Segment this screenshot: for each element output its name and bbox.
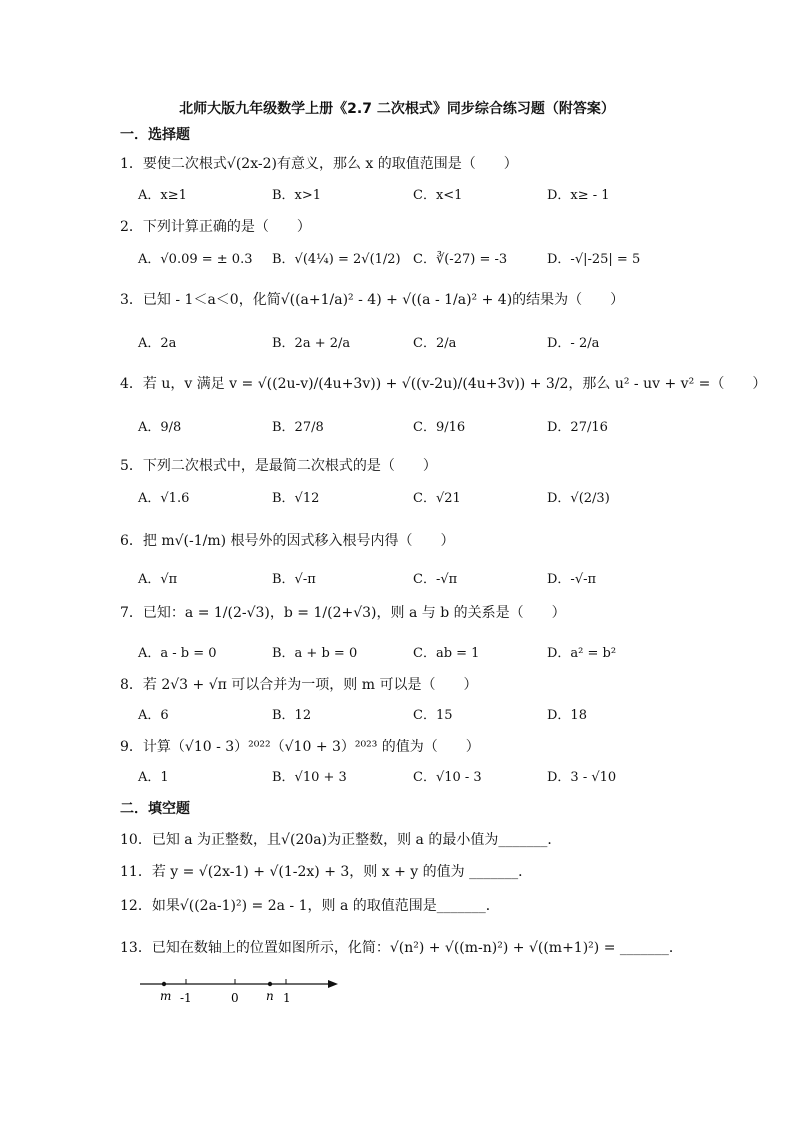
label-n: n xyxy=(266,989,274,1003)
question-6-stem: 6．把 m√(-1/m) 根号外的因式移入根号内得（ ） xyxy=(120,533,455,549)
q1-option-b: B．x>1 xyxy=(272,188,322,203)
section-fill: 二．填空题 xyxy=(120,801,190,817)
q8-option-d: D．18 xyxy=(547,708,587,723)
q3-option-b: B．2a + 2/a xyxy=(272,336,351,351)
q2-option-c: C．∛(-27) = -3 xyxy=(413,252,508,267)
question-8-stem: 8．若 2√3 + √π 可以合并为一项，则 m 可以是（ ） xyxy=(120,677,478,693)
label-minus-1: -1 xyxy=(180,991,192,1005)
q9-option-c: C．√10 - 3 xyxy=(413,770,482,785)
q6-option-a: A．√π xyxy=(138,572,178,587)
q4-option-c: C．9/16 xyxy=(413,420,466,435)
q1-option-a: A．x≥1 xyxy=(138,188,187,203)
q8-option-b: B．12 xyxy=(272,708,312,723)
q6-option-c: C．-√π xyxy=(413,572,458,587)
question-12-stem: 12．如果√((2a-1)²) = 2a - 1，则 a 的取值范围是_______． xyxy=(120,898,500,914)
question-9-stem: 9．计算（√10 - 3）²⁰²²（√10 + 3）²⁰²³ 的值为（ ） xyxy=(120,739,480,755)
page-title: 北师大版九年级数学上册《2.7 二次根式》同步综合练习题（附答案） xyxy=(179,101,615,117)
number-line-arrow-icon xyxy=(328,980,338,988)
section-choice: 一．选择题 xyxy=(120,127,190,143)
q2-option-b: B．√(4¼) = 2√(1/2) xyxy=(272,252,401,267)
q5-option-b: B．√12 xyxy=(272,491,320,506)
question-7-stem: 7．已知：a = 1/(2-√3)，b = 1/(2+√3)，则 a 与 b 的关系是（ ） xyxy=(120,605,566,621)
q9-option-a: A．1 xyxy=(138,770,169,785)
q7-option-c: C．ab = 1 xyxy=(413,646,480,661)
q7-option-a: A．a - b = 0 xyxy=(138,646,217,661)
q4-option-b: B．27/8 xyxy=(272,420,324,435)
point-n xyxy=(268,982,272,986)
question-4-stem: 4．若 u，v 满足 v = √((2u-v)/(4u+3v)) + √((v-2u)/(4u+3v)) + 3/2，那么 u² - uv + v² =（ ） xyxy=(120,376,767,392)
question-11-stem: 11．若 y = √(2x-1) + √(1-2x) + 3，则 x + y 的值为 _______． xyxy=(120,864,533,880)
q3-option-d: D．- 2/a xyxy=(547,336,600,351)
q1-option-c: C．x<1 xyxy=(413,188,463,203)
q9-option-b: B．√10 + 3 xyxy=(272,770,347,785)
label-m: m xyxy=(160,989,172,1003)
q6-option-d: D．-√-π xyxy=(547,572,597,587)
q8-option-c: C．15 xyxy=(413,708,453,723)
question-5-stem: 5．下列二次根式中，是最简二次根式的是（ ） xyxy=(120,458,437,474)
label-1: 1 xyxy=(283,991,291,1005)
q2-option-d: D．-√|-25| = 5 xyxy=(547,252,641,267)
q5-option-a: A．√1.6 xyxy=(138,491,190,506)
question-13-stem: 13．已知在数轴上的位置如图所示，化简：√(n²) + √((m-n)²) + √((m+1)²) = _______． xyxy=(120,940,683,956)
q8-option-a: A．6 xyxy=(138,708,169,723)
q3-option-a: A．2a xyxy=(138,336,177,351)
label-0: 0 xyxy=(231,991,239,1005)
point-m xyxy=(162,982,166,986)
q6-option-b: B．√-π xyxy=(272,572,316,587)
question-2-stem: 2．下列计算正确的是（ ） xyxy=(120,219,311,235)
q2-option-a: A．√0.09 = ± 0.3 xyxy=(138,252,253,267)
question-3-stem: 3．已知 - 1＜a＜0，化简√((a+1/a)² - 4) + √((a - 1/a)² + 4)的结果为（ ） xyxy=(120,292,625,308)
q7-option-b: B．a + b = 0 xyxy=(272,646,358,661)
q4-option-d: D．27/16 xyxy=(547,420,608,435)
q7-option-d: D．a² = b² xyxy=(547,646,617,661)
q5-option-d: D．√(2/3) xyxy=(547,491,610,506)
q9-option-d: D．3 - √10 xyxy=(547,770,617,785)
question-1-stem: 1．要使二次根式√(2x-2)有意义，那么 x 的取值范围是（ ） xyxy=(120,156,518,172)
number-line-figure xyxy=(140,972,350,1008)
question-10-stem: 10．已知 a 为正整数，且√(20a)为正整数，则 a 的最小值为_______． xyxy=(120,832,562,848)
q1-option-d: D．x≥ - 1 xyxy=(547,188,610,203)
q5-option-c: C．√21 xyxy=(413,491,461,506)
q4-option-a: A．9/8 xyxy=(138,420,182,435)
q3-option-c: C．2/a xyxy=(413,336,457,351)
